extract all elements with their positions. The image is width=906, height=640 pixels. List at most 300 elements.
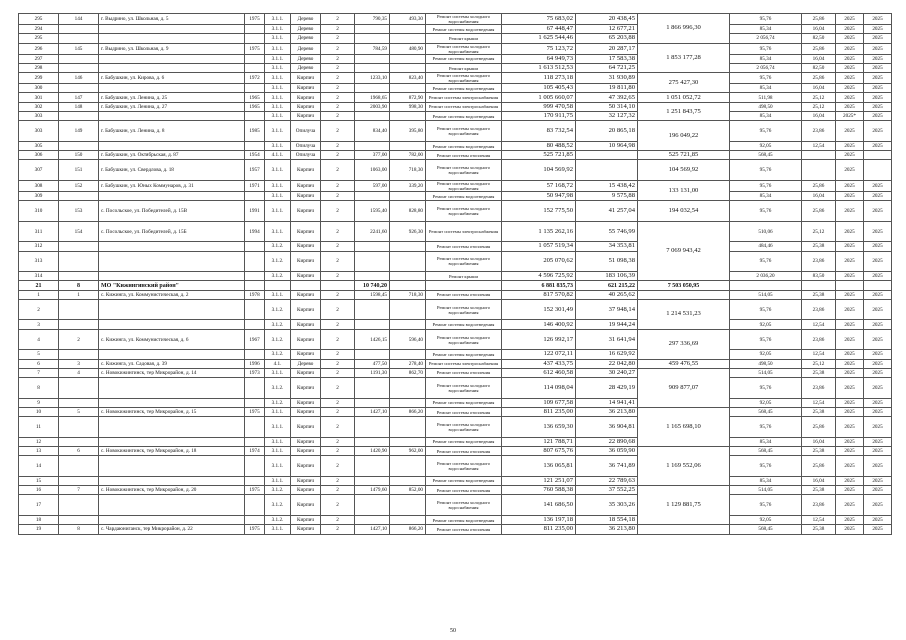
cell-finish-year: 2025 <box>864 54 892 63</box>
cell-work-cost: 811 235,00 <box>502 407 576 416</box>
cell-living-area: 962,00 <box>390 447 426 456</box>
cell-build-year <box>245 63 265 72</box>
cell-living-area: 852,00 <box>390 486 426 495</box>
cell-build-year: 1985 <box>245 121 265 142</box>
cell-row-number: 9 <box>19 398 59 407</box>
cell-address <box>99 191 245 200</box>
cell-unit-cost: 484,46 <box>730 242 802 251</box>
cell-unit-extra: 25,12 <box>802 102 836 111</box>
cell-total-area <box>355 54 390 63</box>
cell-total-area <box>355 272 390 281</box>
cell-build-year <box>245 299 265 320</box>
cell-living-area: 278,40 <box>390 359 426 368</box>
cell-additional-cost: 12 677,21 <box>576 25 638 34</box>
cell-plan-year: 2025 <box>836 201 864 222</box>
cell-work-cost: 114 098,04 <box>502 378 576 399</box>
cell-living-area: 480,90 <box>390 43 426 54</box>
cell-house-index: 146 <box>59 73 99 84</box>
cell-build-year: 1975 <box>245 407 265 416</box>
cell-work-code: 3.1.1. <box>265 180 291 191</box>
cell-unit-extra <box>802 281 836 290</box>
cell-finish-year: 2025 <box>864 525 892 534</box>
cell-work-code: 3.1.1. <box>265 221 291 242</box>
cell-unit-extra: 12,54 <box>802 350 836 359</box>
cell-house-total: 459 476,55 <box>638 359 730 368</box>
cell-work-type: Ремонт системы холодного водоснабжения <box>426 299 502 320</box>
table-row <box>19 299 892 320</box>
cell-wall-material: Кирпич <box>291 73 321 84</box>
table-row <box>19 329 892 350</box>
cell-work-type: Ремонт системы водоотведения <box>426 515 502 524</box>
cell-work-type: Ремонт системы холодного водоснабжения <box>426 121 502 142</box>
cell-total-area: 1595,40 <box>355 201 390 222</box>
cell-plan-year: 2025 <box>836 14 864 25</box>
cell-house-index: 152 <box>59 180 99 191</box>
page-number: 50 <box>450 628 456 634</box>
cell-address <box>99 242 245 251</box>
cell-wall-material: Дерево <box>291 25 321 34</box>
cell-living-area <box>390 515 426 524</box>
cell-house-index: 6 <box>59 447 99 456</box>
table-row <box>19 320 892 329</box>
cell-work-cost: 57 168,72 <box>502 180 576 191</box>
table-row <box>19 180 892 191</box>
cell-row-number: 310 <box>19 201 59 222</box>
cell-work-cost: 64 949,73 <box>502 54 576 63</box>
cell-work-code: 3.1.1. <box>265 63 291 72</box>
table-row <box>19 242 892 251</box>
cell-work-code: 3.1.2. <box>265 272 291 281</box>
cell-plan-year: 2025 <box>836 141 864 150</box>
table-row <box>19 43 892 54</box>
cell-floors: 2 <box>321 43 355 54</box>
cell-work-cost: 437 433,75 <box>502 359 576 368</box>
cell-plan-year <box>836 281 864 290</box>
cell-address: г. Бабушкин, ул. Октябрьская, д. 87 <box>99 151 245 160</box>
cell-unit-extra: 23,86 <box>802 121 836 142</box>
cell-build-year <box>245 191 265 200</box>
cell-house-index <box>59 63 99 72</box>
cell-finish-year: 2025 <box>864 221 892 242</box>
cell-floors: 2 <box>321 112 355 121</box>
cell-row-number: 294 <box>19 25 59 34</box>
cell-total-area <box>355 191 390 200</box>
cell-unit-extra: 82,50 <box>802 34 836 43</box>
cell-row-number: 4 <box>19 329 59 350</box>
cell-work-cost: 122 072,11 <box>502 350 576 359</box>
cell-additional-cost: 28 429,19 <box>576 378 638 399</box>
cell-plan-year: 2025 <box>836 525 864 534</box>
table-row <box>19 93 892 102</box>
cell-total-area <box>355 299 390 320</box>
cell-unit-extra: 23,86 <box>802 495 836 516</box>
cell-additional-cost: 31 641,94 <box>576 329 638 350</box>
cell-build-year: 1994 <box>245 221 265 242</box>
cell-address <box>99 350 245 359</box>
table-row <box>19 102 892 111</box>
cell-living-area <box>390 242 426 251</box>
cell-build-year <box>245 84 265 93</box>
cell-work-type: Ремонт системы водоотведения <box>426 350 502 359</box>
cell-unit-extra: 12,54 <box>802 320 836 329</box>
cell-additional-cost: 51 098,38 <box>576 251 638 272</box>
cell-work-cost: 152 775,50 <box>502 201 576 222</box>
cell-work-cost: 1 005 660,07 <box>502 93 576 102</box>
cell-build-year <box>245 476 265 485</box>
cell-finish-year: 2025 <box>864 191 892 200</box>
cell-house-index: 154 <box>59 221 99 242</box>
cell-house-index <box>59 272 99 281</box>
cell-floors: 2 <box>321 102 355 111</box>
cell-work-code: 3.1.2. <box>265 242 291 251</box>
cell-address: с. Новокижингинск, тер Микрорайон, д. 14 <box>99 368 245 377</box>
cell-unit-cost: 95,76 <box>730 121 802 142</box>
cell-address <box>99 515 245 524</box>
cell-work-cost: 67 448,47 <box>502 25 576 34</box>
cell-row-number: 313 <box>19 251 59 272</box>
cell-wall-material: Кирпич <box>291 368 321 377</box>
cell-address <box>99 141 245 150</box>
cell-finish-year <box>864 151 892 160</box>
cell-work-type: Ремонт системы водоотведения <box>426 54 502 63</box>
cell-unit-cost: 95,76 <box>730 180 802 191</box>
cell-work-cost: 118 273,18 <box>502 73 576 84</box>
cell-additional-cost: 37 948,14 <box>576 299 638 320</box>
cell-work-code: 3.1.2. <box>265 299 291 320</box>
cell-plan-year: 2025 <box>836 73 864 84</box>
cell-living-area <box>390 84 426 93</box>
cell-total-area <box>355 476 390 485</box>
cell-row-number: 295 <box>19 14 59 25</box>
cell-address <box>99 456 245 477</box>
cell-build-year <box>245 320 265 329</box>
cell-address <box>99 495 245 516</box>
cell-plan-year: 2025 <box>836 476 864 485</box>
cell-house-total: 1 853 177,28 <box>638 43 730 73</box>
cell-unit-cost: 95,76 <box>730 160 802 181</box>
cell-additional-cost: 36 213,80 <box>576 407 638 416</box>
cell-work-code: 3.1.1. <box>265 43 291 54</box>
cell-house-index: 147 <box>59 93 99 102</box>
cell-house-index <box>59 320 99 329</box>
cell-row-number: 16 <box>19 486 59 495</box>
cell-work-code: 3.1.1. <box>265 34 291 43</box>
cell-row-number: 309 <box>19 191 59 200</box>
cell-finish-year <box>864 281 892 290</box>
cell-finish-year: 2025 <box>864 329 892 350</box>
cell-unit-extra: 12,54 <box>802 515 836 524</box>
cell-wall-material: Кирпич <box>291 112 321 121</box>
table-row <box>19 34 892 43</box>
cell-house-index <box>59 515 99 524</box>
cell-house-index <box>59 398 99 407</box>
cell-living-area <box>390 191 426 200</box>
cell-address: с. Новокижингинск, тер Микрорайон, д. 18 <box>99 447 245 456</box>
cell-unit-cost: 514,05 <box>730 486 802 495</box>
cell-house-total: 196 049,22 <box>638 121 730 151</box>
cell-additional-cost: 36 741,89 <box>576 456 638 477</box>
cell-row-number: 297 <box>19 54 59 63</box>
cell-work-type: Ремонт системы холодного водоснабжения <box>426 495 502 516</box>
cell-address: г. Бабушкин, ул. Кирова, д. 6 <box>99 73 245 84</box>
cell-total-area <box>355 515 390 524</box>
cell-wall-material: Опилуча <box>291 121 321 142</box>
cell-build-year: 1996 <box>245 359 265 368</box>
cell-unit-cost: 514,05 <box>730 290 802 299</box>
cell-work-type: Ремонт системы отопления <box>426 242 502 251</box>
cell-floors: 2 <box>321 54 355 63</box>
cell-address <box>99 84 245 93</box>
cell-unit-extra: 25,12 <box>802 93 836 102</box>
cell-additional-cost: 64 721,25 <box>576 63 638 72</box>
cell-row-number: 301 <box>19 93 59 102</box>
cell-additional-cost: 41 257,04 <box>576 201 638 222</box>
cell-floors: 2 <box>321 515 355 524</box>
cell-finish-year: 2025 <box>864 368 892 377</box>
cell-address: с. Чардаюниганск, тер Микрорайон, д. 22 <box>99 525 245 534</box>
table-row <box>19 290 892 299</box>
cell-address: МО "Кижингинский район" <box>99 281 245 290</box>
cell-work-type: Ремонт системы холодного водоснабжения <box>426 456 502 477</box>
cell-address <box>99 251 245 272</box>
cell-floors: 2 <box>321 350 355 359</box>
cell-build-year: 1978 <box>245 290 265 299</box>
cell-build-year: 1965 <box>245 93 265 102</box>
cell-row-number: 300 <box>19 84 59 93</box>
cell-work-type: Ремонт системы холодного водоснабжения <box>426 73 502 84</box>
table-row <box>19 221 892 242</box>
cell-wall-material: Кирпич <box>291 221 321 242</box>
cell-finish-year: 2025 <box>864 350 892 359</box>
cell-additional-cost: 36 904,81 <box>576 417 638 438</box>
cell-total-area <box>355 25 390 34</box>
cell-work-cost: 4 596 725,92 <box>502 272 576 281</box>
cell-unit-cost: 85,34 <box>730 54 802 63</box>
cell-row-number: 3 <box>19 320 59 329</box>
cell-living-area <box>390 456 426 477</box>
cell-house-index <box>59 25 99 34</box>
cell-finish-year: 2025 <box>864 272 892 281</box>
cell-floors: 2 <box>321 242 355 251</box>
cell-wall-material: Кирпич <box>291 525 321 534</box>
cell-unit-extra: 25,38 <box>802 486 836 495</box>
cell-total-area <box>355 112 390 121</box>
cell-floors: 2 <box>321 180 355 191</box>
cell-floors: 2 <box>321 299 355 320</box>
cell-additional-cost: 22 890,68 <box>576 437 638 446</box>
cell-finish-year: 2025 <box>864 141 892 150</box>
cell-work-code: 3.1.1. <box>265 191 291 200</box>
cell-wall-material: Кирпич <box>291 320 321 329</box>
cell-plan-year: 2025 <box>836 329 864 350</box>
cell-work-code: 3.1.2. <box>265 378 291 399</box>
cell-build-year <box>245 456 265 477</box>
cell-total-area <box>355 34 390 43</box>
table-row <box>19 359 892 368</box>
cell-plan-year: 2025 <box>836 398 864 407</box>
cell-finish-year: 2025 <box>864 417 892 438</box>
cell-wall-material <box>291 281 321 290</box>
cell-living-area <box>390 437 426 446</box>
cell-work-code: 3.1.2. <box>265 329 291 350</box>
cell-work-type: Ремонт системы отопления <box>426 447 502 456</box>
cell-row-number: 308 <box>19 180 59 191</box>
table-row <box>19 437 892 446</box>
cell-floors: 2 <box>321 84 355 93</box>
cell-work-code <box>265 281 291 290</box>
cell-total-area: 1479,60 <box>355 486 390 495</box>
cell-house-total: 1 165 698,10 <box>638 407 730 446</box>
cell-floors: 2 <box>321 486 355 495</box>
cell-address <box>99 25 245 34</box>
cell-work-cost: 121 251,07 <box>502 476 576 485</box>
cell-wall-material: Кирпич <box>291 191 321 200</box>
cell-plan-year: 2025 <box>836 456 864 477</box>
cell-row-number: 14 <box>19 456 59 477</box>
cell-floors: 2 <box>321 398 355 407</box>
table-row <box>19 368 892 377</box>
cell-plan-year: 2025 <box>836 54 864 63</box>
cell-house-index: 1 <box>59 290 99 299</box>
cell-total-area: 1968,65 <box>355 93 390 102</box>
cell-work-cost: 83 732,54 <box>502 121 576 142</box>
cell-build-year: 1975 <box>245 14 265 25</box>
cell-plan-year: 2025 <box>836 151 864 160</box>
cell-work-type: Ремонт крыши <box>426 63 502 72</box>
cell-additional-cost: 50 314,10 <box>576 102 638 111</box>
cell-additional-cost: 19 944,24 <box>576 320 638 329</box>
cell-build-year <box>245 34 265 43</box>
cell-plan-year: 2025 <box>836 359 864 368</box>
cell-plan-year: 2025 <box>836 447 864 456</box>
cell-house-index: 5 <box>59 407 99 416</box>
cell-finish-year: 2025 <box>864 437 892 446</box>
table-row <box>19 495 892 516</box>
table-row <box>19 350 892 359</box>
cell-additional-cost: 34 353,81 <box>576 242 638 251</box>
cell-floors: 2 <box>321 329 355 350</box>
cell-finish-year <box>864 160 892 181</box>
cell-work-code: 4.1.1. <box>265 151 291 160</box>
cell-build-year <box>245 495 265 516</box>
cell-floors: 2 <box>321 121 355 142</box>
cell-house-index <box>59 456 99 477</box>
cell-address <box>99 63 245 72</box>
cell-work-type <box>426 281 502 290</box>
cell-work-cost: 109 677,58 <box>502 398 576 407</box>
cell-wall-material: Кирпич <box>291 251 321 272</box>
cell-plan-year: 2025* <box>836 112 864 121</box>
cell-house-total: 194 032,54 <box>638 201 730 222</box>
cell-work-cost: 152 301,49 <box>502 299 576 320</box>
cell-wall-material: Кирпич <box>291 299 321 320</box>
cell-work-type: Ремонт крыши <box>426 34 502 43</box>
cell-row-number: 13 <box>19 447 59 456</box>
cell-total-area <box>355 350 390 359</box>
cell-unit-extra: 82,50 <box>802 63 836 72</box>
cell-house-total: 1 866 996,30 <box>638 14 730 44</box>
cell-finish-year: 2025 <box>864 447 892 456</box>
cell-unit-cost: 85,34 <box>730 112 802 121</box>
cell-row-number: 12 <box>19 437 59 446</box>
cell-house-index: 8 <box>59 281 99 290</box>
cell-unit-extra: 25,86 <box>802 73 836 84</box>
cell-work-cost: 1 057 519,34 <box>502 242 576 251</box>
cell-house-total: 1 169 552,06 <box>638 447 730 486</box>
cell-work-type: Ремонт системы холодного водоснабжения <box>426 43 502 54</box>
cell-unit-extra: 16,04 <box>802 476 836 485</box>
cell-row-number: 302 <box>19 102 59 111</box>
cell-living-area <box>390 378 426 399</box>
cell-house-index: 8 <box>59 525 99 534</box>
cell-house-index <box>59 84 99 93</box>
cell-additional-cost: 31 930,89 <box>576 73 638 84</box>
cell-work-code: 3.1.2. <box>265 251 291 272</box>
district-total-row <box>19 281 892 290</box>
cell-unit-cost: 85,34 <box>730 25 802 34</box>
cell-finish-year: 2025 <box>864 242 892 251</box>
cell-build-year: 1975 <box>245 486 265 495</box>
cell-wall-material: Кирпич <box>291 180 321 191</box>
cell-unit-cost: 92,05 <box>730 398 802 407</box>
cell-unit-extra: 16,04 <box>802 437 836 446</box>
cell-wall-material: Кирпич <box>291 102 321 111</box>
cell-house-index: 3 <box>59 359 99 368</box>
cell-build-year: 1975 <box>245 43 265 54</box>
cell-unit-cost: 95,76 <box>730 43 802 54</box>
cell-wall-material: Дерево <box>291 63 321 72</box>
cell-house-total <box>638 525 730 534</box>
cell-finish-year: 2025 <box>864 299 892 320</box>
cell-unit-cost: 568,45 <box>730 447 802 456</box>
cell-row-number: 21 <box>19 281 59 290</box>
cell-additional-cost: 47 392,65 <box>576 93 638 102</box>
cell-floors: 2 <box>321 34 355 43</box>
cell-unit-extra: 23,86 <box>802 329 836 350</box>
cell-living-area: 493,30 <box>390 14 426 25</box>
cell-work-type: Ремонт системы водоотведения <box>426 320 502 329</box>
table-row <box>19 456 892 477</box>
cell-row-number: 298 <box>19 63 59 72</box>
cell-additional-cost: 20 438,45 <box>576 14 638 25</box>
cell-house-index: 150 <box>59 151 99 160</box>
cell-address: с. Посольское, ул. Победителей, д. 15Б <box>99 221 245 242</box>
cell-work-type: Ремонт системы водоотведения <box>426 84 502 93</box>
cell-additional-cost: 36 059,90 <box>576 447 638 456</box>
cell-plan-year: 2025 <box>836 25 864 34</box>
cell-work-cost: 80 488,52 <box>502 141 576 150</box>
cell-work-code: 3.1.1. <box>265 112 291 121</box>
cell-total-area <box>355 141 390 150</box>
cell-unit-cost: 95,76 <box>730 14 802 25</box>
cell-finish-year: 2025 <box>864 495 892 516</box>
cell-floors: 2 <box>321 456 355 477</box>
cell-work-code: 3.1.2. <box>265 486 291 495</box>
cell-wall-material: Кирпич <box>291 93 321 102</box>
cell-work-cost: 205 070,62 <box>502 251 576 272</box>
cell-additional-cost: 14 941,41 <box>576 398 638 407</box>
cell-living-area <box>390 299 426 320</box>
cell-finish-year: 2025 <box>864 378 892 399</box>
cell-house-index <box>59 417 99 438</box>
cell-floors: 2 <box>321 290 355 299</box>
cell-living-area: 395,80 <box>390 121 426 142</box>
cell-total-area: 790,35 <box>355 14 390 25</box>
cell-unit-extra: 25,86 <box>802 180 836 191</box>
cell-finish-year: 2025 <box>864 398 892 407</box>
cell-work-cost: 6 881 835,73 <box>502 281 576 290</box>
cell-additional-cost: 40 265,62 <box>576 290 638 299</box>
